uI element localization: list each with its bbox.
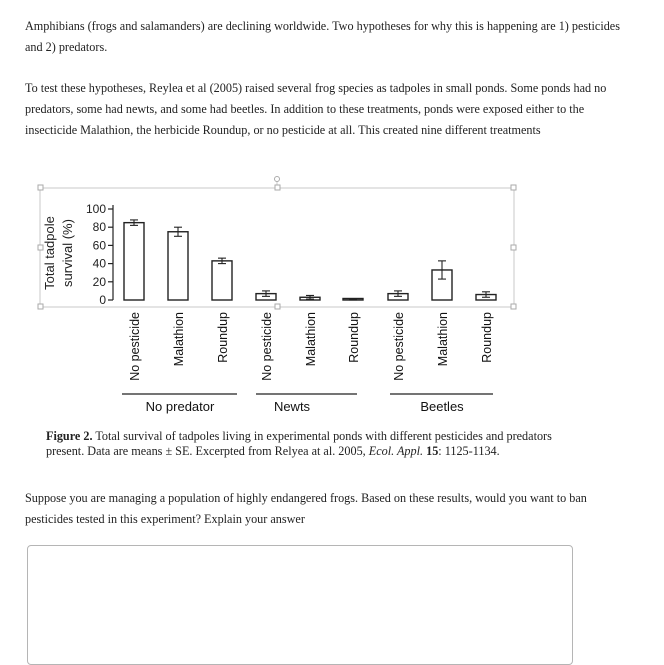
resize-handle-bm[interactable] [275,304,280,309]
bar [212,261,232,300]
x-tick-label: Malathion [172,312,186,367]
y-tick-label: 100 [85,202,106,216]
intro-paragraph-1: Amphibians (frogs and salamanders) are declining worldwide. Two hypotheses for why this is happening are 1) pesticides and 2) predators. [25,19,620,54]
caption-label: Figure 2. [46,429,93,443]
x-tick-label: Roundup [347,312,361,363]
y-axis-label-line-1: Total tadpole [42,216,57,290]
intro-paragraph-2: To test these hypotheses, Reylea et al (2005) raised several frog species as tadpoles in small ponds. Some ponds had no predators, some had newts, and some had beetles. In addition to these treatments, ponds were exposed either to the insecticide Malathion, the herbicide Roundup, or no pesticide at all. This created nine different treatments [25,81,607,137]
y-tick-label: 20 [92,274,106,289]
x-tick-label: Malathion [436,312,450,367]
bar [124,223,144,300]
answer-textarea[interactable] [27,545,573,665]
y-tick-label: 0 [99,293,106,307]
x-tick-label: No pesticide [392,312,406,381]
resize-handle-tl[interactable] [38,185,43,190]
group-label: Newts [273,399,311,414]
group-label: No predator [145,399,215,414]
question-text: Suppose you are managing a population of highly endangered frogs. Based on these results, would you want to ban pesticides tested in this experiment? Explain your answer [25,491,587,526]
x-tick-label: No pesticide [260,312,274,381]
group-label: Beetles [420,399,464,414]
y-axis-label-line-2: survival (%) [60,219,75,287]
resize-handle-tr[interactable] [511,185,516,190]
resize-handle-tm[interactable] [275,185,280,190]
rotate-handle[interactable] [275,177,280,182]
caption-journal: Ecol. Appl. [368,444,424,458]
resize-handle-bl[interactable] [38,304,43,309]
caption-pages: : 1125-1134. [438,444,500,458]
caption-volume: 15 [423,444,439,458]
x-tick-label: Roundup [480,312,494,363]
y-tick-label: 80 [92,220,106,235]
y-tick-label: 40 [92,256,106,271]
resize-handle-br[interactable] [511,304,516,309]
caption-text: Total survival of tadpoles living in experimental ponds with different pesticides and predators present. Data are means ± SE. Excerpted from Relyea at al. 2005, [46,429,552,458]
y-tick-label: 60 [92,238,106,253]
x-tick-label: Roundup [216,312,230,363]
bar [168,232,188,300]
x-tick-label: No pesticide [128,312,142,381]
figure-caption [46,429,566,459]
x-tick-label: Malathion [304,312,318,367]
resize-handle-mr[interactable] [511,245,516,250]
